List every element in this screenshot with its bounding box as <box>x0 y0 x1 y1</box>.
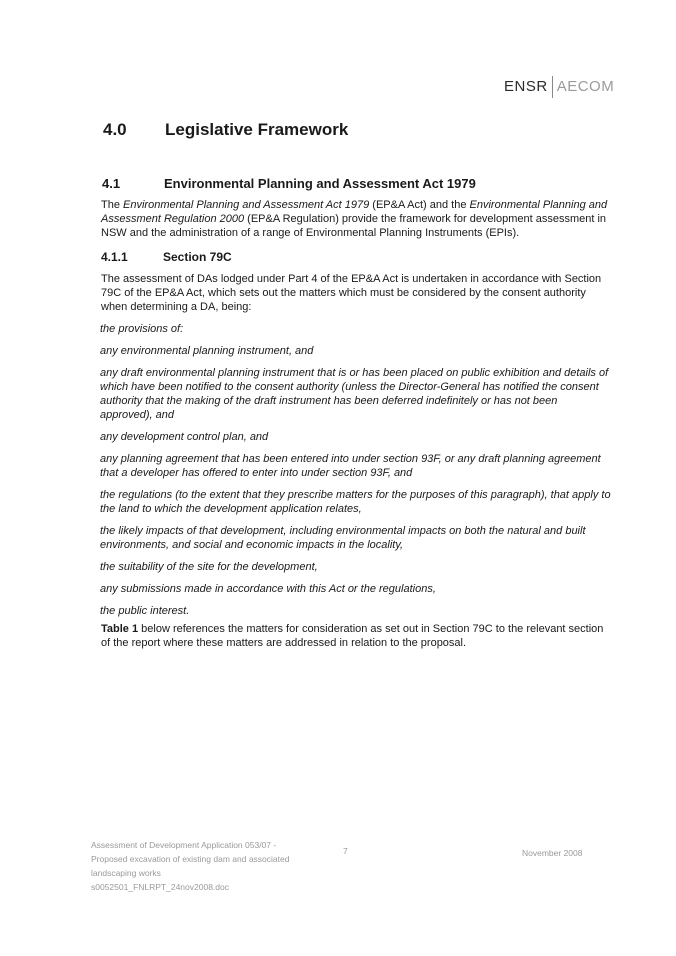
list-item: the suitability of the site for the development, <box>100 561 318 573</box>
intro-paragraph <box>101 198 611 240</box>
footer-line: landscaping works <box>91 868 161 878</box>
assessment-paragraph: The assessment of DAs lodged under Part 4 of the EP&A Act is undertaken in accordance with Section 79C of the EP&A Act, which sets out the matters which must be considered by the consent authority when determining a DA, being: <box>101 273 602 313</box>
logo-aecom: AECOM <box>556 77 615 95</box>
list-item: any environmental planning instrument, and <box>100 345 314 357</box>
page-number: 7 <box>343 846 348 856</box>
para-text: (EP&A Act) and the <box>369 199 470 211</box>
sub-subsection-number: 4.1.1 <box>101 250 128 264</box>
sub-subsection-title: Section 79C <box>163 250 232 264</box>
table-reference-paragraph <box>101 622 611 650</box>
regulation-title: Environmental Planning and Assessment Regulation 2000 <box>101 199 608 225</box>
matters-list <box>100 322 612 626</box>
footer-document-info <box>91 838 289 894</box>
section-heading <box>103 120 348 140</box>
para-text: The <box>101 199 124 211</box>
para-text: (EP&A Regulation) provide the framework for development assessment in NSW and the administration of a range of Environmental Planning Instruments (EPIs). <box>101 213 607 239</box>
list-item: the likely impacts of that development, including environmental impacts on both the natural and built environments, and social and economic impacts in the locality, <box>100 525 586 551</box>
list-item: any submissions made in accordance with this Act or the regulations, <box>100 583 436 595</box>
section-title: Legislative Framework <box>165 120 349 139</box>
sub-subsection-heading <box>101 250 232 264</box>
section-number: 4.0 <box>103 120 127 139</box>
list-item: the public interest. <box>100 605 190 617</box>
footer-filename: s0052501_FNLRPT_24nov2008.doc <box>91 882 229 892</box>
list-item: the provisions of: <box>100 323 184 335</box>
footer-line: Assessment of Development Application 053/07 - <box>91 840 277 850</box>
subsection-number: 4.1 <box>102 176 121 191</box>
logo-ensr: ENSR <box>504 77 548 95</box>
subsection-title: Environmental Planning and Assessment Act 1979 <box>164 176 476 191</box>
footer-date: November 2008 <box>522 848 583 858</box>
list-item: any development control plan, and <box>100 431 269 443</box>
act-title: Environmental Planning and Assessment Act 1979 <box>123 199 370 211</box>
logo-divider <box>552 76 553 98</box>
company-logo <box>504 76 614 98</box>
para-text: below references the matters for consideration as set out in Section 79C to the relevant section of the report where these matters are addressed in relation to the proposal. <box>101 623 604 649</box>
list-item: any planning agreement that has been entered into under section 93F, or any draft planning agreement that a developer has offered to enter into under section 93F, and <box>100 453 601 479</box>
list-item: any draft environmental planning instrument that is or has been placed on public exhibition and details of which have been notified to the consent authority (unless the Director-General has notified the consent authority that the making of the draft instrument has been deferred indefinitely or has not been approved), and <box>100 367 609 421</box>
table-ref: Table 1 <box>101 623 139 635</box>
subsection-heading <box>102 176 476 191</box>
footer-line: Proposed excavation of existing dam and associated <box>91 854 290 864</box>
list-item: the regulations (to the extent that they prescribe matters for the purposes of this paragraph), that apply to the land to which the development application relates, <box>100 489 611 515</box>
